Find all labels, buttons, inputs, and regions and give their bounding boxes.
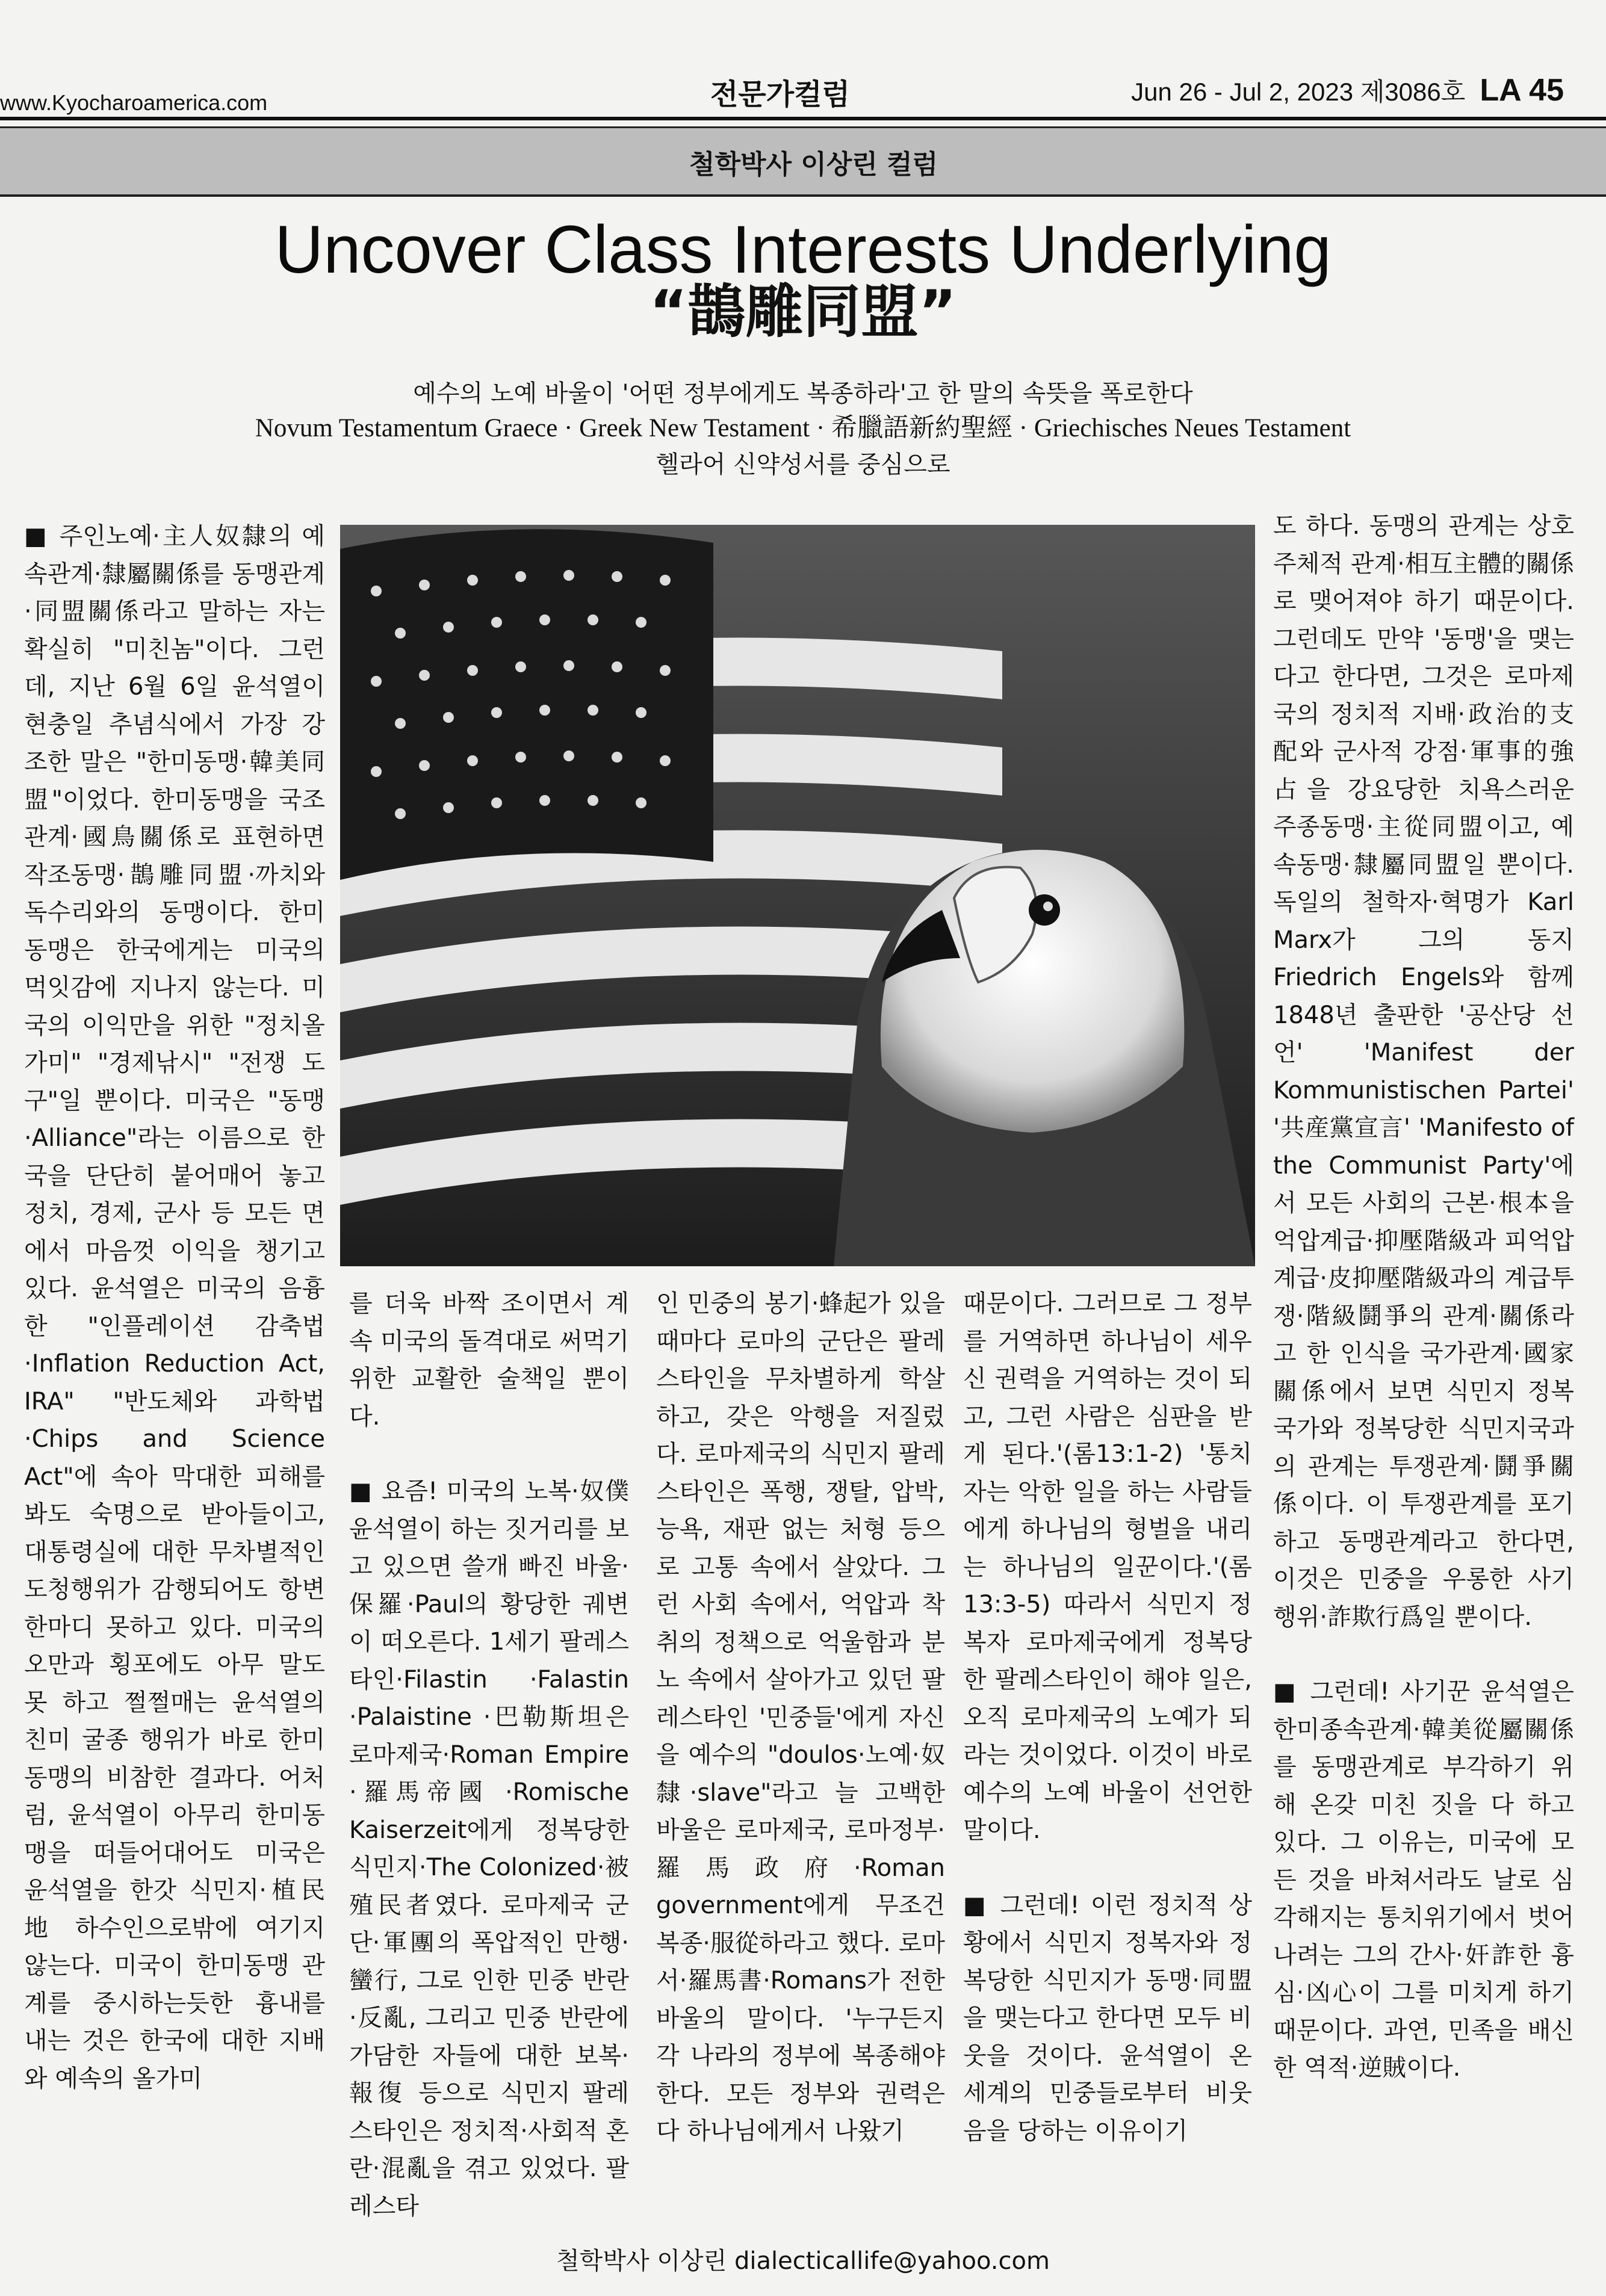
masthead: [0, 0, 1606, 120]
paragraph: ■ 그런데! 사기꾼 윤석열은 한미종속관계·韓美從屬關係를 동맹관계로 부각하기 위해 온갖 미친 짓을 다 하고 있다. 그 이유는, 미국에 모든 것을 바쳐서라도 날로 심각해지는 통치위기에서 벗어나려는 그의 간사·奸詐한 흉심·凶心이 그를 미치게 하기 때문이다. 과연, 민족을 배신한 역적·逆賊이다.: [1273, 1678, 1574, 2082]
headline-english: Uncover Class Interests Underlying: [274, 212, 1332, 287]
paragraph: ■ 그런데! 이런 정치적 상황에서 식민지 정복자와 정복당한 식민지가 동맹·同盟을 맺는다고 한다면 모두 비웃을 것이다. 윤석열이 온 세계의 민중들로부터 비웃음을 당하는 이유이기: [963, 1891, 1252, 2145]
article-column-middle-b: [656, 1285, 945, 2150]
article-column-right: [1273, 507, 1574, 2087]
column-banner: [0, 126, 1606, 197]
subtitle-korean: 예수의 노예 바울이 '어떤 정부에게도 복종하라'고 한 말의 속뜻을 폭로한다: [413, 380, 1193, 407]
paragraph: 도 하다. 동맹의 관계는 상호 주체적 관계·相互主體的關係로 맺어져야 하기 때문이다. 그런데도 만약 '동맹'을 맺는다고 한다면, 그것은 로마제국의 정치적 지배·政治的支配와 군사적 강점·軍事的強占을 강요당한 치욕스러운 주종동맹·主從同盟이고, 예속동맹·隸屬同盟일 뿐이다. 독일의 철학자·혁명가 Karl Marx가 그의 동지 Friedrich Engels와 함께 1848년 출판한 '공산당 선언' 'Manifest der Kommunistischen Partei' '共産黨宣言' 'Manifesto of the Communist Party'에서 모든 사회의 근본·根本을 억압계급·抑壓階級과 피억압계급·皮抑壓階級과의 계급투쟁·階級鬪爭의 관계·關係라고 한 인식을 국가관계·國家關係에서 보면 식민지 정복국가와 정복당한 식민지국과의 관계는 투쟁관계·鬪爭關係이다. 이 투쟁관계를 포기하고 동맹관계라고 한다면, 이것은 민중을 우롱한 사기행위·詐欺行爲일 뿐이다.: [1273, 512, 1574, 1631]
headline-hanja: “鵲雕同盟”: [649, 278, 957, 345]
subtitle-bible-editions: Novum Testamentum Graece · Greek New Testament · 希臘語新約聖經 · Griechisches Neues Testament: [255, 414, 1351, 442]
flag-eagle-image: [340, 525, 1255, 1266]
page-number: LA 45: [1480, 73, 1564, 108]
paragraph: ■ 요즘! 미국의 노복·奴僕 윤석열이 하는 짓거리를 보고 있으면 쓸개 빠진 바울·保羅·Paul의 황당한 궤변이 떠오른다. 1세기 팔레스타인·Filastin ·Falastin ·Palaistine ·巴勒斯坦은 로마제국·Roman Empire ·羅馬帝國 ·Romische Kaiserzeit에게 정복당한 식민지·The Colonized·被殖民者였다. 로마제국 군단·軍團의 폭압적인 만행·蠻行, 그로 인한 민중 반란·反亂, 그리고 민중 반란에 가담한 자들에 대한 보복·報復 등으로 식민지 팔레스타인은 정치적·사회적 혼란·混亂을 겪고 있었다. 팔레스타: [349, 1478, 629, 2220]
paragraph: ■ 주인노예·主人奴隸의 예속관계·隸屬關係를 동맹관계·同盟關係라고 말하는 자는 확실히 "미친놈"이다. 그런데, 지난 6월 6일 윤석열이 현충일 추념식에서 가장 강조한 말은 "한미동맹·韓美同盟"이었다. 한미동맹을 국조관계·國鳥關係로 표현하면 작조동맹·鵲雕同盟·까치와 독수리와의 동맹이다. 한미동맹은 한국에게는 미국의 먹잇감에 지나지 않는다. 미국의 이익만을 위한 "정치올가미" "경제낚시" "전쟁 도구"일 뿐이다. 미국은 "동맹·Alliance"라는 이름으로 한국을 단단히 붙어매어 놓고 정치, 경제, 군사 등 모든 면에서 마음껏 이익을 챙기고 있다. 윤석열은 미국의 음흉한 "인플레이션 감축법·Inflation Reduction Act, IRA" "반도체와 과학법·Chips and Science Act"에 속아 막대한 피해를 봐도 숙명으로 받아들이고, 대통령실에 대한 무차별적인 도청행위가 감행되어도 항변 한마디 못하고 있다. 미국의 오만과 횡포에도 아무 말도 못 하고 쩔쩔매는 윤석열의 친미 굴종 행위가 바로 한미동맹의 비참한 결과다. 어처럼, 윤석열이 아무리 한미동맹을 떠들어대어도 미국은 윤석열을 한갓 식민지·植民地 하수인으로밖에 여기지 않는다. 미국이 한미동맹 관계를 중시하는듯한 흉내를 내는 것은 한국에 대한 지배와 예속의 올가미: [24, 522, 325, 2093]
site-url[interactable]: www.Kyocharoamerica.com: [0, 90, 268, 115]
paragraph: 인 민중의 봉기·蜂起가 있을 때마다 로마의 군단은 팔레스타인을 무차별하게 학살하고, 갖은 악행을 저질렀다. 로마제국의 식민지 팔레스타인은 폭행, 쟁탈, 압박, 능욕, 재판 없는 처형 등으로 고통 속에서 살았다. 그런 사회 속에서, 억압과 착취의 정책으로 억울함과 분노 속에서 살아가고 있던 팔레스타인 '민중들'에게 자신을 예수의 "doulos·노예·奴隸·slave"라고 늘 고백한 바울은 로마제국, 로마정부·羅馬政府·Roman government에게 무조건 복종·服從하라고 했다. 로마서·羅馬書·Romans가 전한 바울의 말이다. '누구든지 각 나라의 정부에 복종해야 한다. 모든 정부와 권력은 다 하나님에게서 나왔기: [656, 1290, 945, 2145]
article-column-middle-a: [349, 1285, 629, 2225]
flag-eagle-photo: [340, 525, 1255, 1266]
section-label: 전문가컬럼: [710, 78, 850, 111]
issue-date: Jun 26 - Jul 2, 2023 제3086호: [1131, 78, 1466, 106]
subtitle-focus: 헬라어 신약성서를 중심으로: [656, 451, 950, 478]
issue-info: [1131, 72, 1564, 108]
article-column-middle-c: [963, 1285, 1252, 2150]
author-signature[interactable]: 철학박사 이상린 dialecticallife@yahoo.com: [556, 2247, 1050, 2275]
column-banner-label: 철학박사 이상린 컬럼: [689, 149, 938, 180]
flag-canton: [340, 529, 713, 880]
top-rule: [0, 117, 1606, 120]
article-column-left: [24, 518, 325, 2097]
paragraph: 때문이다. 그러므로 그 정부를 거역하면 하나님이 세우신 권력을 거역하는 것이 되고, 그런 사람은 심판을 받게 된다.'(롬13:1-2) '통치자는 악한 일을 하는 사람들에게 하나님의 형벌을 내리는 하나님의 일꾼이다.'(롬13:3-5) 따라서 식민지 정복자 로마제국에게 정복당한 팔레스타인이 해야 일은, 오직 로마제국의 노예가 되라는 것이었다. 이것이 바로 예수의 노예 바울이 선언한 말이다.: [963, 1290, 1252, 1844]
paragraph: 를 더욱 바짝 조이면서 계속 미국의 돌격대로 써먹기 위한 교활한 술책일 뿐이다.: [349, 1290, 629, 1431]
